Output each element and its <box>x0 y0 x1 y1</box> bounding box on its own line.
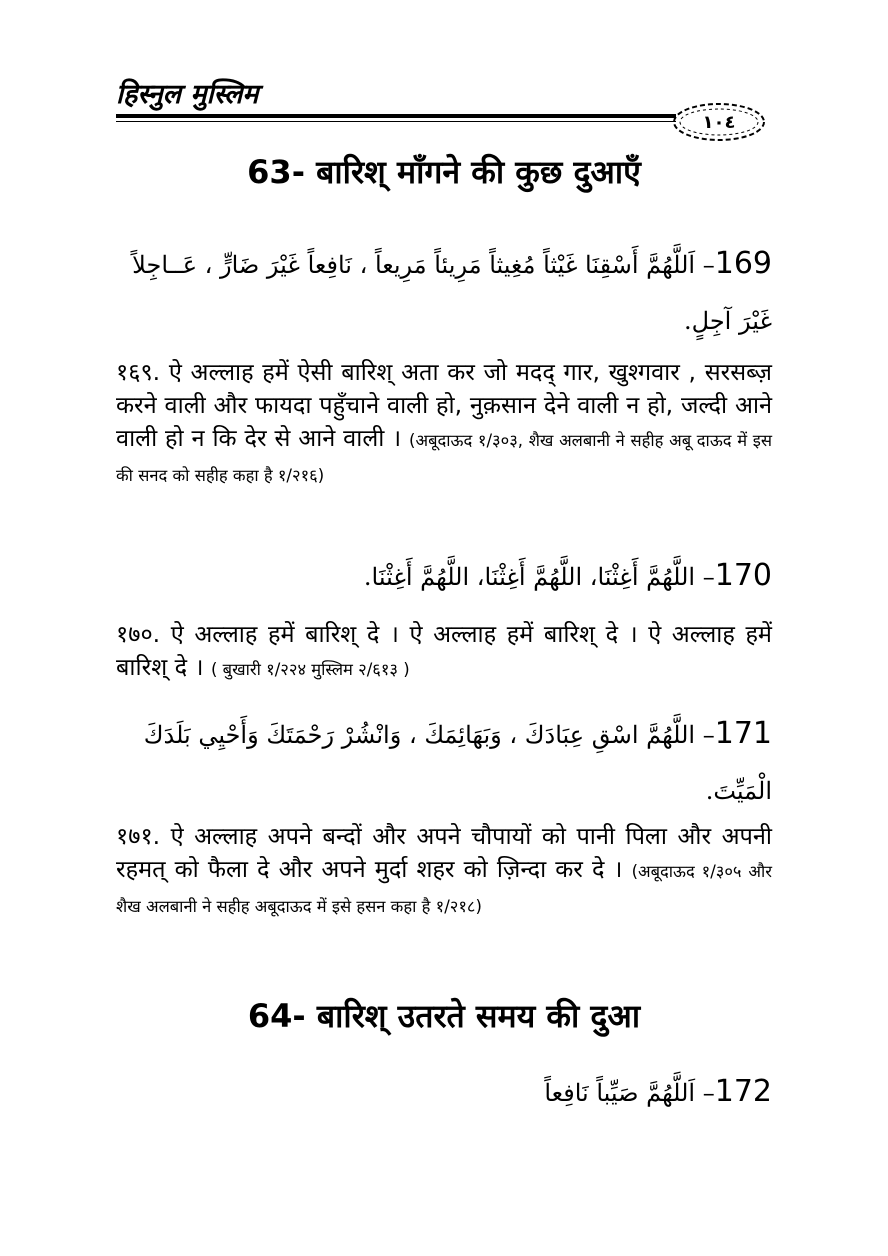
header-rule-thick <box>116 114 676 118</box>
header-rule-thin <box>116 121 676 122</box>
dua-169-translation <box>116 356 772 492</box>
dua-number: 169 <box>714 246 772 281</box>
dua-number: 170 <box>714 558 772 593</box>
translation-text: १७१. ऐ अल्लाह अपने बन्दों और अपने चौपायों को पानी पिला और अपनी रहमत् को फैला दे और अपने मुर्दा शहर को ज़िन्दा कर दे । <box>116 822 772 883</box>
dua-number: 172 <box>714 1074 772 1109</box>
section-heading-64: 64- बारिश् उतरते समय की दुआ <box>247 997 641 1035</box>
arabic-text: – اَللَّهُمَّ صَيِّباً نَافِعاً <box>544 1079 715 1107</box>
book-title: हिस्नुल मुस्लिम <box>116 79 259 110</box>
dua-171-translation <box>116 820 772 923</box>
dua-172-arabic <box>116 1064 772 1121</box>
reference-text: (अबूदाऊद १/३०५ और शैख अलबानी ने सहीह अबूदाऊद में इसे हसन कहा है १/२१८) <box>116 862 772 916</box>
dua-171-arabic <box>116 706 772 819</box>
dua-number: 171 <box>714 716 772 751</box>
reference-text: (अबूदाऊद १/३०३, शैख अलबानी ने सहीह अबू दाऊद में इस की सनद को सहीह कहा है १/२१६) <box>116 431 772 485</box>
translation-text: १६९. ऐ अल्लाह हमें ऐसी बारिश् अता कर जो मदद् गार, खुश्गवार , सरसब्ज़ करने वाली और फायदा पहुँचाने वाली हो, नुक़सान देने वाली न हो, जल्दी आने वाली हो न कि देर से आने वाली । <box>116 358 772 452</box>
translation-text: १७०. ऐ अल्लाह हमें बारिश् दे । ऐ अल्लाह हमें बारिश् दे । ऐ अल्लाह हमें बारिश् दे । <box>116 620 772 681</box>
arabic-text: – اللَّهُمَّ أَغِثْنَا، اللَّهُمَّ أَغِثْنَا، اللَّهُمَّ أَغِثْنَا. <box>363 563 715 591</box>
reference-text: ( बुखारी १/२२४ मुस्लिम २/६१३ ) <box>211 660 410 679</box>
section-heading-63: 63- बारिश् माँगने की कुछ दुआएँ <box>247 153 641 191</box>
arabic-text: – اَللَّهُمَّ أَسْقِنَا غَيْثاً مُغِيثاً مَرِيئاً مَرِيعاً ، نَافِعاً غَيْرَ ضَارٍّ ، عَــاجِلاً غَيْرَ آجِلٍ. <box>132 251 772 335</box>
dua-170-arabic <box>116 548 772 605</box>
dua-170-translation <box>116 618 772 686</box>
dua-169-arabic <box>116 236 772 349</box>
page-number: ١٠٤ <box>702 111 736 133</box>
arabic-text: – اللَّهُمَّ اسْقِ عِبَادَكَ ، وَبَهَائِمَكَ ، وَانْشُرْ رَحْمَتَكَ وَأَحْيِي بَلَدَكَ الْمَيِّتَ. <box>143 721 772 805</box>
